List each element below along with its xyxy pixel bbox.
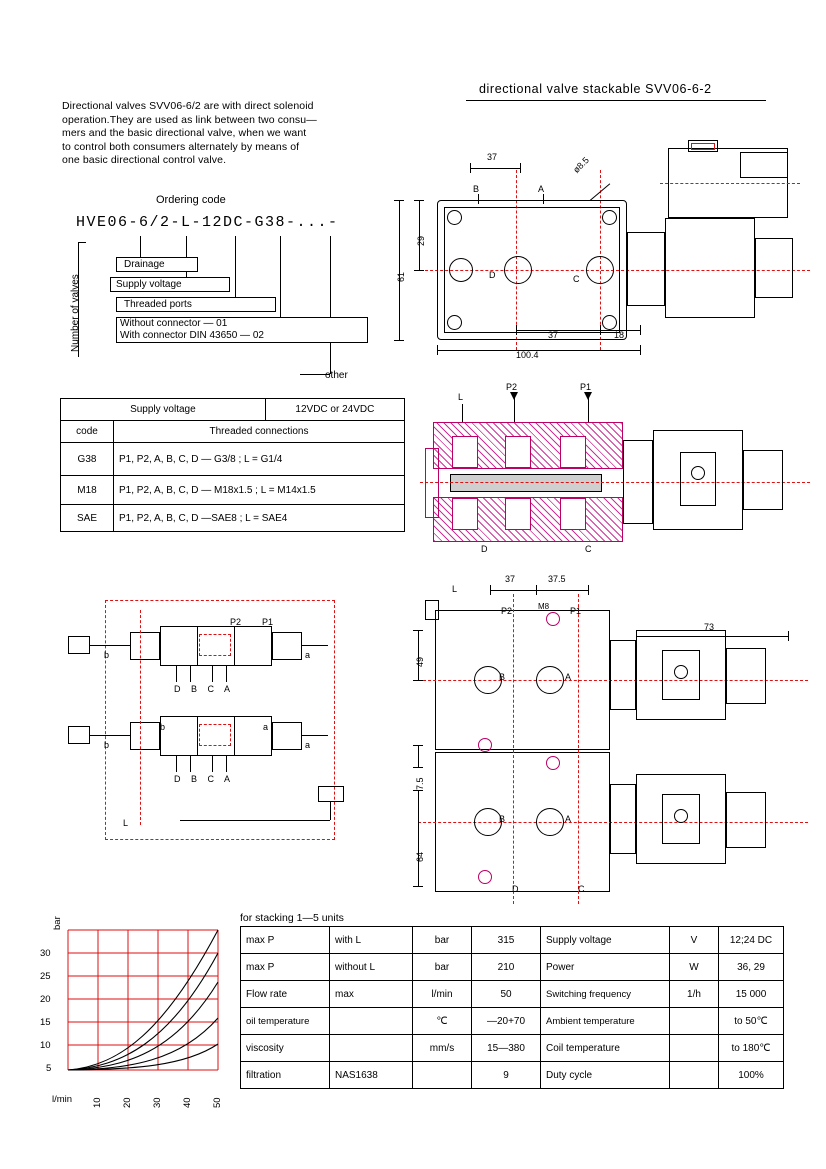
dim-tick (413, 767, 423, 768)
valve2-solenoid-right (272, 722, 302, 750)
spec-r0-c3: bar (413, 927, 472, 954)
valve1-detent (199, 634, 231, 656)
label-a1: a (305, 650, 311, 660)
label-a2: a (263, 722, 269, 732)
table-row (241, 1008, 784, 1035)
spec-r3-c3: ℃ (413, 1008, 472, 1035)
spec-r0-c4: 315 (472, 927, 541, 954)
dim-64: 64 (415, 851, 425, 862)
dim-tick (413, 790, 423, 791)
ordering-item-supply: Supply voltage (116, 279, 182, 290)
valve1-right-link (302, 645, 328, 646)
arrow-P2 (510, 392, 518, 400)
mounting-hole (447, 210, 462, 225)
dim-37-top: 37 (487, 152, 498, 162)
label-b1: b (104, 650, 110, 660)
leader-threaded (235, 236, 236, 304)
small-hole (478, 870, 492, 884)
spool (450, 474, 602, 492)
mounting-hole (602, 210, 617, 225)
spec-r0-c5: Supply voltage (541, 927, 670, 954)
schematic-ports-row-2: D B C A (174, 774, 235, 784)
label-L: L (458, 392, 464, 402)
leader-other (330, 236, 331, 374)
label-D2: D (481, 544, 488, 554)
valve2-solenoid-left (130, 722, 160, 750)
leader-connector (280, 236, 281, 324)
spec-r2-c4: 50 (472, 981, 541, 1008)
dim-18: 18 (614, 330, 625, 340)
ordering-item-with-connector: With connector DIN 43650 — 02 (120, 330, 264, 341)
valve1-solenoid-left (130, 632, 160, 660)
dim-tick (490, 585, 491, 595)
column-header-connections: Threaded connections (114, 421, 405, 443)
voltage-header-label: Supply voltage (61, 399, 266, 421)
valve2-div2 (234, 716, 235, 756)
column-header-code: code (61, 421, 114, 443)
port-hole-D (504, 256, 532, 284)
spec-r3-c2 (330, 1008, 413, 1035)
spec-r1-c4: 210 (472, 954, 541, 981)
description-line: mers and the basic directional valve, when we want (62, 127, 307, 139)
label-P1-schem: P1 (262, 617, 274, 627)
chamber (452, 436, 478, 468)
stack1-collar (610, 640, 636, 710)
mounting-hole (447, 315, 462, 330)
code-g38: G38 (61, 443, 114, 476)
table-row (241, 981, 784, 1008)
arrow-P1 (584, 392, 592, 400)
port-B2 (474, 808, 502, 836)
valve2-right-link (302, 735, 328, 736)
dim-49: 49 (415, 656, 425, 667)
ordering-vertical-tick (78, 242, 86, 243)
solenoid-collar (627, 232, 665, 306)
ytick-20: 20 (40, 994, 51, 1005)
dim-73: 73 (704, 622, 715, 632)
spec-table (240, 926, 784, 1089)
code-sae: SAE (61, 505, 114, 532)
chart-xlabel: l/min (52, 1094, 73, 1105)
label-P2-bottom: P2 (501, 606, 513, 616)
label-D3: D (512, 884, 519, 894)
dim-tick (414, 270, 424, 271)
ordering-item-without-connector: Without connector — 01 (120, 318, 228, 329)
label-P1-bottom: P1 (570, 606, 582, 616)
dim-tick (640, 325, 641, 335)
L-port-block (425, 600, 439, 620)
spec-r2-c2: max (330, 981, 413, 1008)
connector-detail (691, 143, 715, 150)
port-stem (176, 756, 177, 772)
dim-d85: ø8.5 (571, 155, 591, 175)
label-b3: b (160, 722, 166, 732)
label-B1: B (499, 672, 506, 682)
dim-37-stack: 37 (505, 574, 516, 584)
table-row (241, 1062, 784, 1089)
ordering-code-string: HVE06-6/2-L-12DC-G38-...- (76, 214, 339, 231)
small-hole (478, 738, 492, 752)
dim-29: 29 (416, 235, 426, 246)
dim-tick (413, 745, 423, 746)
spec-r5-c1: filtration (241, 1062, 330, 1089)
xtick-50: 50 (212, 1097, 223, 1108)
section-coil-hole (691, 466, 705, 480)
spec-r5-c4: 9 (472, 1062, 541, 1089)
dim-tick (394, 200, 404, 201)
dim-tick (413, 886, 423, 887)
xtick-20: 20 (122, 1097, 133, 1108)
xtick-30: 30 (152, 1097, 163, 1108)
stack2-coil-hole (674, 809, 688, 823)
spec-r2-c3: l/min (413, 981, 472, 1008)
dim-tick (437, 345, 438, 355)
label-A1: A (565, 672, 572, 682)
label-P2: P2 (506, 382, 518, 392)
ordering-item-drainage: Drainage (124, 259, 165, 270)
table-row (241, 1035, 784, 1062)
dim-7-5: 7.5 (415, 777, 425, 790)
conn-sae: P1, P2, A, B, C, D —SAE8 ; L = SAE4 (114, 505, 405, 532)
conn-m18: P1, P2, A, B, C, D — M18x1.5 ; L = M14x1.5 (114, 476, 405, 505)
label-L-bottom: L (452, 584, 458, 594)
dim-tick (414, 200, 424, 201)
ordering-item-threaded: Threaded ports (124, 299, 192, 310)
table-row (61, 443, 405, 476)
dim-tick (588, 585, 589, 595)
stack2-collar (610, 784, 636, 854)
ytick-25: 25 (40, 971, 51, 982)
xtick-10: 10 (92, 1097, 103, 1108)
spec-r4-c3: mm/s (413, 1035, 472, 1062)
small-hole (546, 612, 560, 626)
label-a3: a (305, 740, 311, 750)
chamber (452, 498, 478, 530)
dim-tick (520, 163, 521, 173)
leader-B (478, 194, 479, 204)
dim-line-64 (418, 790, 419, 886)
valve2-detent (199, 724, 231, 746)
spec-table-caption: for stacking 1—5 units (240, 912, 344, 924)
dim-line-49 (418, 630, 419, 680)
table-row (241, 927, 784, 954)
label-A: A (538, 184, 545, 194)
label-B: B (473, 184, 480, 194)
end-cap-left (425, 448, 439, 518)
code-m18: M18 (61, 476, 114, 505)
voltage-header-value: 12VDC or 24VDC (265, 399, 404, 421)
description-line: operation.They are used as link between two consu— (62, 113, 317, 126)
port-B1 (474, 666, 502, 694)
spec-r4-c6 (670, 1035, 719, 1062)
ytick-10: 10 (40, 1040, 51, 1051)
spec-r3-c7: to 50℃ (719, 1008, 784, 1035)
solenoid-body (665, 218, 755, 318)
stack1-nut (726, 648, 766, 704)
valve1-spring-link (90, 645, 130, 646)
spec-r4-c2 (330, 1035, 413, 1062)
spec-r1-c1: max P (241, 954, 330, 981)
chamber (505, 498, 531, 530)
spec-r0-c2: with L (330, 927, 413, 954)
spec-r5-c6 (670, 1062, 719, 1089)
label-C2: C (585, 544, 592, 554)
spec-r0-c7: 12;24 DC (719, 927, 784, 954)
title-underline (466, 100, 766, 101)
dim-line-61 (399, 200, 400, 340)
spec-r3-c6 (670, 1008, 719, 1035)
dim-line-37b (490, 590, 536, 591)
dim-line-73 (636, 636, 788, 637)
ordering-item-other: other (325, 370, 348, 381)
dim-tick (413, 630, 423, 631)
port-stem (212, 666, 213, 682)
small-hole (546, 756, 560, 770)
section-collar (623, 440, 653, 524)
table-row (61, 505, 405, 532)
stack1-coil-hole (674, 665, 688, 679)
stack-centerline-v2 (578, 594, 579, 904)
spec-r5-c7: 100% (719, 1062, 784, 1089)
dim-tick (788, 631, 789, 641)
dim-tick (394, 340, 404, 341)
description-line: to control both consumers alternately by means of (62, 140, 300, 153)
xtick-40: 40 (182, 1097, 193, 1108)
table-row (61, 399, 405, 421)
ytick-5: 5 (46, 1063, 52, 1074)
dim-line-75 (418, 745, 419, 767)
port-stem (212, 756, 213, 772)
leader-A (543, 194, 544, 204)
conn-g38: P1, P2, A, B, C, D — G3/8 ; L = G1/4 (114, 443, 405, 476)
solenoid-nut (755, 238, 793, 298)
page-title: directional valve stackable SVV06-6-2 (479, 82, 712, 96)
port-A2 (536, 808, 564, 836)
valve2-spring-box (68, 726, 90, 744)
port-A1 (536, 666, 564, 694)
spec-r0-c6: V (670, 927, 719, 954)
spec-r4-c5: Coil temperature (541, 1035, 670, 1062)
dim-tick (516, 325, 517, 335)
description-block (62, 100, 412, 168)
spec-r5-c5: Duty cycle (541, 1062, 670, 1089)
table-row (61, 421, 405, 443)
label-P2-schem: P2 (230, 617, 242, 627)
spec-r1-c3: bar (413, 954, 472, 981)
port-hole-C (586, 256, 614, 284)
label-A2: A (565, 814, 572, 824)
chamber (560, 436, 586, 468)
spec-r1-c6: W (670, 954, 719, 981)
port-stem (226, 756, 227, 772)
dim-37-5: 37.5 (548, 574, 566, 584)
label-B2: B (499, 814, 506, 824)
spec-r0-c1: max P (241, 927, 330, 954)
schematic-outlet-block (318, 786, 344, 802)
stack-centerline-v1 (513, 594, 514, 904)
port-stem (176, 666, 177, 682)
spec-r4-c4: 15—380 (472, 1035, 541, 1062)
valve2-spring-link (90, 735, 130, 736)
label-C: C (573, 274, 580, 284)
dim-tick (413, 680, 423, 681)
dim-100-4: 100.4 (516, 350, 539, 360)
chart-ylabel: bar (52, 916, 63, 930)
ytick-30: 30 (40, 948, 51, 959)
spec-r1-c5: Power (541, 954, 670, 981)
port-stem (190, 756, 191, 772)
description-line: Directional valves SVV06-6/2 are with direct solenoid (62, 100, 314, 112)
spec-r5-c2: NAS1638 (330, 1062, 413, 1089)
table-row (61, 476, 405, 505)
chamber (560, 498, 586, 530)
schematic-bottom-line (180, 820, 330, 821)
dim-line-375 (536, 590, 588, 591)
spec-r3-c5: Ambient temperature (541, 1008, 670, 1035)
spec-r2-c6: 1/h (670, 981, 719, 1008)
dim-line-37-top (470, 168, 520, 169)
spec-r4-c7: to 180℃ (719, 1035, 784, 1062)
dim-tick (470, 163, 471, 173)
table-row (241, 954, 784, 981)
connector-plug (740, 152, 788, 178)
section-nut (743, 450, 783, 510)
label-b2: b (104, 740, 110, 750)
leader-L (462, 404, 463, 422)
spec-r2-c7: 15 000 (719, 981, 784, 1008)
spec-r4-c1: viscosity (241, 1035, 330, 1062)
spec-r5-c3 (413, 1062, 472, 1089)
chart-svg (60, 920, 230, 1090)
label-P1: P1 (580, 382, 592, 392)
spec-r2-c5: Switching frequency (541, 981, 670, 1008)
label-C3: C (578, 884, 585, 894)
valve1-div1 (197, 626, 198, 666)
port-hole (449, 258, 473, 282)
spec-r1-c7: 36, 29 (719, 954, 784, 981)
valve1-div2 (234, 626, 235, 666)
label-D: D (489, 270, 496, 280)
dim-tick (636, 631, 637, 641)
schematic-outlet-stem (330, 802, 331, 820)
schematic-ports-row-1: D B C A (174, 684, 235, 694)
spec-r3-c4: —20+70 (472, 1008, 541, 1035)
dim-tick (640, 345, 641, 355)
port-stem (226, 666, 227, 682)
voltage-table (60, 398, 405, 532)
spec-r2-c1: Flow rate (241, 981, 330, 1008)
schematic-dash-line (140, 610, 141, 825)
spec-r1-c2: without L (330, 954, 413, 981)
valve1-solenoid-right (272, 632, 302, 660)
dim-37-bottom: 37 (548, 330, 559, 340)
description-line: one basic directional control valve. (62, 154, 227, 166)
stack2-nut (726, 792, 766, 848)
ordering-code-title: Ordering code (156, 194, 226, 206)
port-stem (190, 666, 191, 682)
label-L-schem: L (123, 818, 129, 828)
dim-61: 61 (396, 271, 406, 282)
spec-r3-c1: oil temperature (241, 1008, 330, 1035)
ytick-15: 15 (40, 1017, 51, 1028)
label-M8: M8 (538, 602, 550, 611)
valve2-div1 (197, 716, 198, 756)
chamber (505, 436, 531, 468)
ordering-vertical-label: Number of valves (70, 274, 81, 352)
connector-centerline (660, 183, 800, 184)
ordering-vertical-line (78, 242, 79, 357)
mounting-hole (602, 315, 617, 330)
valve1-spring-box (68, 636, 90, 654)
